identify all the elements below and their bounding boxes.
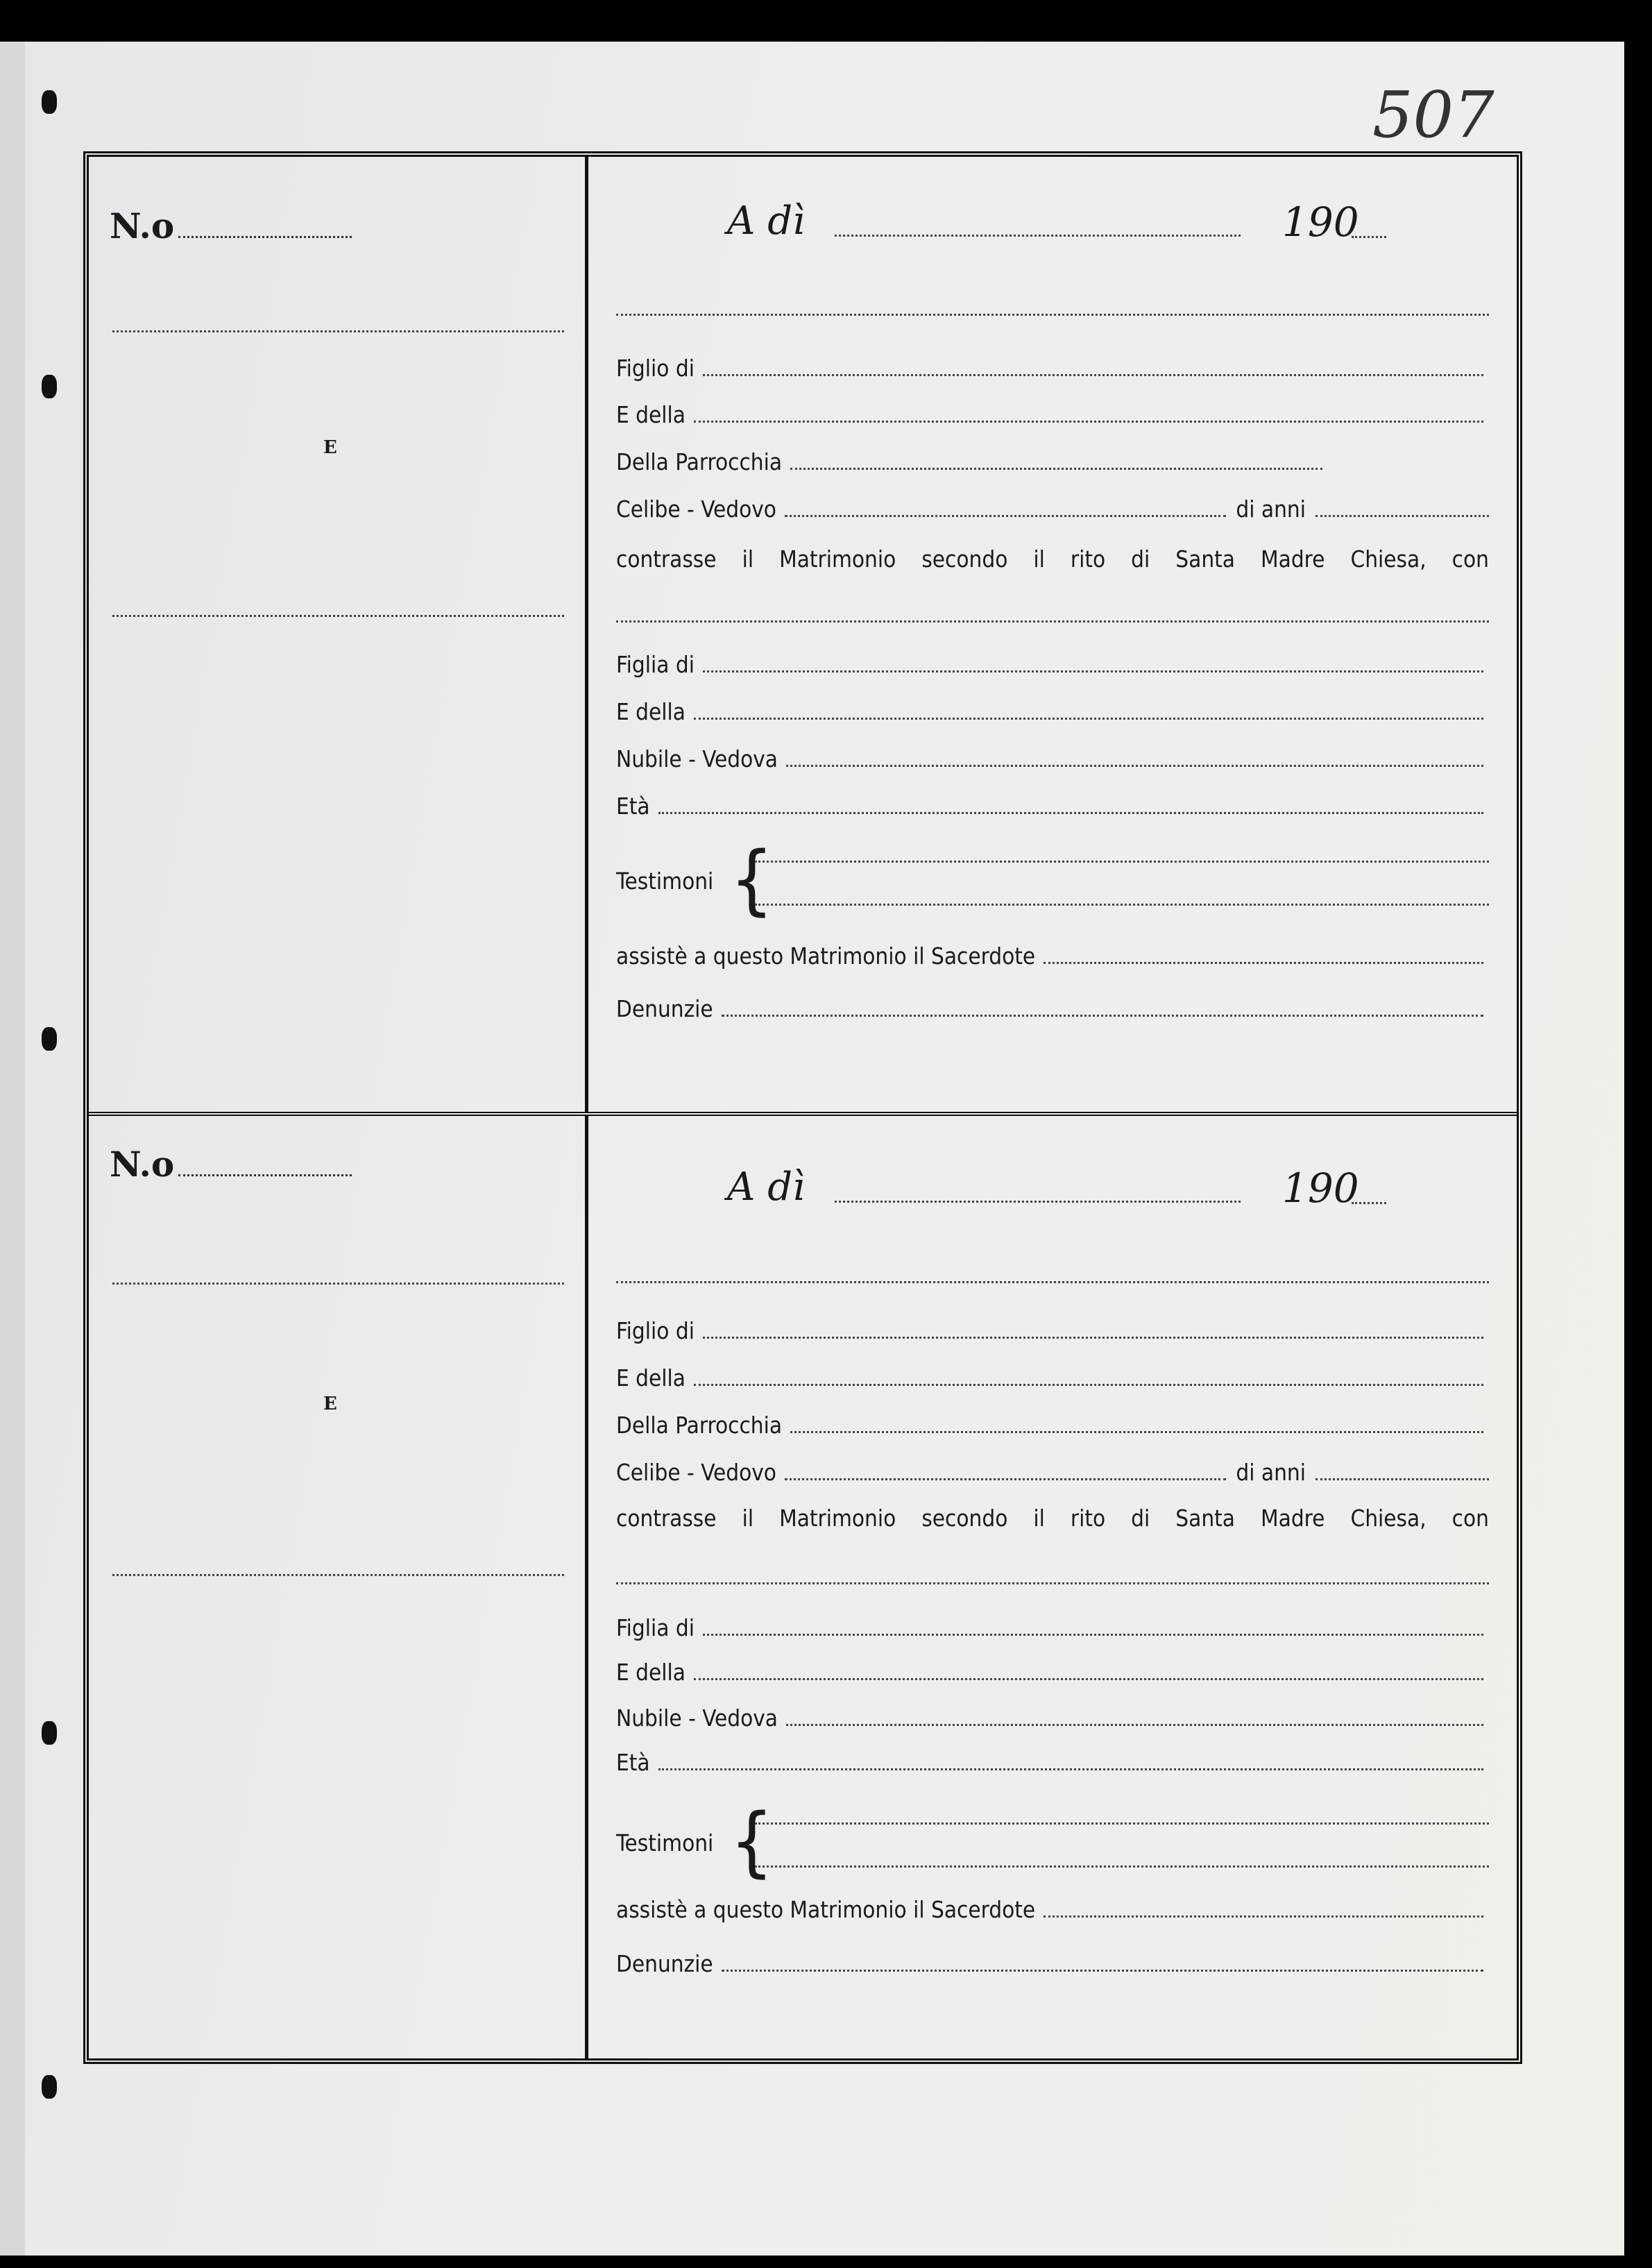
mother-field[interactable] bbox=[694, 421, 1483, 423]
word: Chiesa, bbox=[1350, 545, 1427, 573]
nubile-field[interactable] bbox=[786, 765, 1483, 767]
daughter-of-row bbox=[616, 651, 1489, 678]
age-label: di anni bbox=[1236, 496, 1306, 523]
word: secondo bbox=[921, 545, 1008, 573]
banns-row bbox=[616, 995, 1489, 1022]
banns-label: Denunzie bbox=[616, 995, 713, 1022]
son-of-label: Figlio di bbox=[616, 1317, 695, 1344]
record-right-column bbox=[588, 1116, 1517, 2058]
eta-label: Età bbox=[616, 1749, 650, 1776]
groom-name-line[interactable] bbox=[112, 1283, 564, 1285]
celibe-field[interactable] bbox=[785, 1478, 1226, 1480]
parish-field[interactable] bbox=[790, 1431, 1483, 1433]
word: secondo bbox=[921, 1505, 1008, 1532]
bride-name-line[interactable] bbox=[112, 1574, 564, 1576]
priest-field[interactable] bbox=[1044, 1915, 1483, 1918]
nubile-label: Nubile - Vedova bbox=[616, 745, 778, 772]
eta-field[interactable] bbox=[658, 1768, 1483, 1770]
and-label: E bbox=[323, 1394, 337, 1414]
bride-name-line[interactable] bbox=[112, 615, 564, 617]
word: contrasse bbox=[616, 545, 717, 573]
witnesses-block bbox=[616, 835, 1489, 924]
groom-name-line[interactable] bbox=[112, 330, 564, 332]
banns-label: Denunzie bbox=[616, 1950, 713, 1977]
witness-2-field[interactable] bbox=[755, 904, 1489, 906]
contrasse-line bbox=[616, 545, 1489, 573]
parish-label: Della Parrocchia bbox=[616, 1412, 783, 1439]
brace-icon: { bbox=[730, 1797, 774, 1886]
mother-row bbox=[616, 1364, 1489, 1391]
son-of-row bbox=[616, 355, 1489, 382]
daughter-of-label: Figlia di bbox=[616, 651, 695, 678]
parish-label: Della Parrocchia bbox=[616, 448, 783, 475]
bride-mother-field[interactable] bbox=[694, 1678, 1483, 1680]
son-of-field[interactable] bbox=[703, 374, 1483, 376]
word: il bbox=[742, 1505, 754, 1532]
word: rito bbox=[1070, 545, 1106, 573]
marriage-record-2 bbox=[89, 1112, 1517, 2058]
word: il bbox=[742, 545, 754, 573]
daughter-of-field[interactable] bbox=[703, 670, 1483, 672]
bride-mother-label: E della bbox=[616, 1659, 686, 1686]
nubile-row bbox=[616, 1704, 1489, 1732]
eta-label: Età bbox=[616, 793, 650, 820]
date-label: A dì bbox=[727, 198, 805, 244]
year-field[interactable] bbox=[1352, 236, 1386, 238]
age-field[interactable] bbox=[1315, 515, 1489, 517]
mother-field[interactable] bbox=[694, 1384, 1483, 1386]
witness-2-field[interactable] bbox=[755, 1865, 1489, 1868]
celibe-row bbox=[616, 496, 1489, 523]
banns-field[interactable] bbox=[722, 1970, 1483, 1972]
celibe-label: Celibe - Vedovo bbox=[616, 1459, 776, 1486]
mother-label: E della bbox=[616, 1364, 686, 1391]
groom-line[interactable] bbox=[616, 1281, 1489, 1283]
nubile-field[interactable] bbox=[786, 1724, 1483, 1726]
mother-label: E della bbox=[616, 401, 686, 428]
bride-mother-row bbox=[616, 698, 1489, 725]
word: Santa bbox=[1175, 545, 1235, 573]
witnesses-block bbox=[616, 1797, 1489, 1886]
date-field[interactable] bbox=[835, 1201, 1241, 1203]
celibe-row bbox=[616, 1459, 1489, 1486]
word: Matrimonio bbox=[779, 1505, 896, 1532]
marriage-record-1 bbox=[89, 157, 1517, 1112]
son-of-row bbox=[616, 1317, 1489, 1344]
binding-hole bbox=[42, 2075, 57, 2099]
word: Matrimonio bbox=[779, 545, 896, 573]
record-right-column bbox=[588, 157, 1517, 1112]
record-number-field[interactable] bbox=[178, 236, 352, 238]
binding-hole bbox=[42, 1027, 57, 1051]
year-field[interactable] bbox=[1352, 1202, 1386, 1204]
priest-row bbox=[616, 942, 1489, 970]
year-label: 190 bbox=[1282, 198, 1359, 246]
bride-line[interactable] bbox=[616, 620, 1489, 623]
and-label: E bbox=[323, 437, 337, 458]
daughter-of-row bbox=[616, 1614, 1489, 1641]
eta-row bbox=[616, 1749, 1489, 1776]
year-label: 190 bbox=[1282, 1165, 1359, 1212]
son-of-field[interactable] bbox=[703, 1337, 1483, 1339]
daughter-of-field[interactable] bbox=[703, 1634, 1483, 1636]
bride-line[interactable] bbox=[616, 1582, 1489, 1584]
binding-hole bbox=[42, 90, 57, 114]
parish-row bbox=[616, 448, 1489, 475]
eta-row bbox=[616, 793, 1489, 820]
parish-row bbox=[616, 1412, 1489, 1439]
celibe-field[interactable] bbox=[785, 515, 1226, 517]
parish-field[interactable] bbox=[790, 468, 1322, 470]
word: di bbox=[1131, 1505, 1150, 1532]
age-field[interactable] bbox=[1315, 1478, 1489, 1480]
groom-line[interactable] bbox=[616, 314, 1489, 316]
binding-hole bbox=[42, 1721, 57, 1745]
nubile-row bbox=[616, 745, 1489, 772]
mother-row bbox=[616, 401, 1489, 428]
witness-1-field[interactable] bbox=[755, 861, 1489, 863]
word: con bbox=[1451, 545, 1489, 573]
nubile-label: Nubile - Vedova bbox=[616, 1704, 778, 1732]
witness-1-field[interactable] bbox=[755, 1822, 1489, 1825]
bride-mother-field[interactable] bbox=[694, 718, 1483, 720]
son-of-label: Figlio di bbox=[616, 355, 695, 382]
record-number bbox=[110, 1144, 352, 1185]
priest-field[interactable] bbox=[1044, 962, 1483, 964]
record-left-column bbox=[89, 157, 588, 1112]
daughter-of-label: Figlia di bbox=[616, 1614, 695, 1641]
word: rito bbox=[1070, 1505, 1106, 1532]
word: contrasse bbox=[616, 1505, 717, 1532]
priest-label: assistè a questo Matrimonio il Sacerdote bbox=[616, 942, 1036, 970]
record-left-column bbox=[89, 1116, 588, 2058]
register-frame bbox=[83, 151, 1522, 2064]
banns-row bbox=[616, 1950, 1489, 1977]
priest-label: assistè a questo Matrimonio il Sacerdote bbox=[616, 1896, 1036, 1923]
banns-field[interactable] bbox=[722, 1015, 1483, 1017]
celibe-label: Celibe - Vedovo bbox=[616, 496, 776, 523]
record-number-label: N.o bbox=[110, 1144, 175, 1185]
word: con bbox=[1451, 1505, 1489, 1532]
record-number-field[interactable] bbox=[178, 1174, 352, 1176]
bride-mother-label: E della bbox=[616, 698, 686, 725]
word: Santa bbox=[1175, 1505, 1235, 1532]
word: il bbox=[1033, 545, 1045, 573]
eta-field[interactable] bbox=[658, 812, 1483, 814]
brace-icon: { bbox=[730, 835, 774, 924]
witnesses-label: Testimoni bbox=[616, 1829, 714, 1856]
witnesses-label: Testimoni bbox=[616, 868, 714, 895]
contrasse-line bbox=[616, 1505, 1489, 1532]
word: Madre bbox=[1261, 1505, 1325, 1532]
word: Madre bbox=[1261, 545, 1325, 573]
word: il bbox=[1033, 1505, 1045, 1532]
bride-mother-row bbox=[616, 1659, 1489, 1686]
age-label: di anni bbox=[1236, 1459, 1306, 1486]
priest-row bbox=[616, 1896, 1489, 1923]
word: Chiesa, bbox=[1350, 1505, 1427, 1532]
date-label: A dì bbox=[727, 1165, 805, 1210]
record-number bbox=[110, 205, 352, 246]
page-number: 507 bbox=[1372, 78, 1495, 152]
word: di bbox=[1131, 545, 1150, 573]
binding-hole bbox=[42, 375, 57, 398]
record-number-label: N.o bbox=[110, 205, 175, 246]
date-field[interactable] bbox=[835, 235, 1241, 237]
